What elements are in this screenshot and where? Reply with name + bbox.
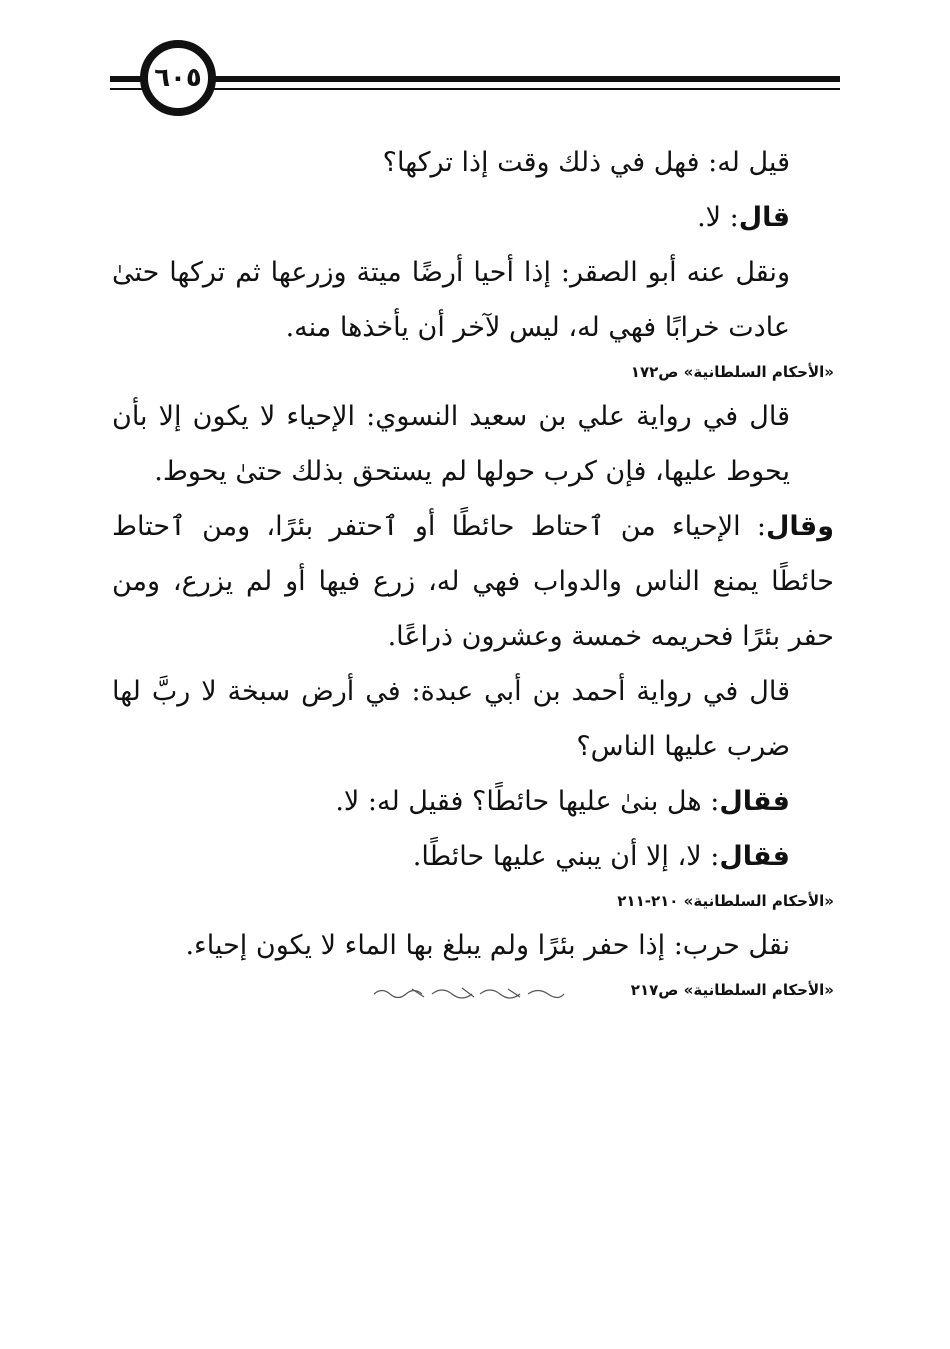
source-citation: «الأحكام السلطانية» ص١٧٢ (630, 363, 834, 381)
paragraph: ونقل عنه أبو الصقر: إذا أحيا أرضًا ميتة وزرعها ثم تركها حتىٰ عادت خرابًا فهي له، ليس لآخر أن يأخذها منه. (112, 257, 790, 343)
header-rule-thin (110, 88, 840, 90)
paragraph: نقل حرب: إذا حفر بئرًا ولم يبلغ بها الماء لا يكون إحياء. (185, 930, 790, 961)
paragraph: فقال: هل بنىٰ عليها حائطًا؟ فقيل له: لا. (335, 786, 790, 817)
paragraph: وقال: الإحياء من ٱحتاط حائطًا أو ٱحتفر بئرًا، ومن ٱحتاط حائطًا يمنع الناس والدواب فهي له، زرع فيها أو لم يزرع، ومن حفر بئرًا فحريمه خمسة وعشرون ذراعًا. (112, 511, 834, 652)
paragraph: قال: لا. (697, 202, 790, 233)
page-header (110, 44, 840, 134)
paragraph: قال في رواية علي بن سعيد النسوي: الإحياء لا يكون إلا بأن يحوط عليها، فإن كرب حولها لم يستحق بذلك حتىٰ يحوط. (112, 401, 790, 487)
page-number: ٦٠٥ (140, 40, 216, 116)
paragraph: قال في رواية أحمد بن أبي عبدة: في أرض سبخة لا ربَّ لها ضرب عليها الناس؟ (112, 676, 790, 762)
ornament-divider (372, 985, 566, 999)
header-rule-thick (110, 76, 840, 82)
source-citation: «الأحكام السلطانية» ص٢١٧ (630, 981, 834, 999)
source-citation: «الأحكام السلطانية» ٢١٠-٢١١ (617, 892, 834, 910)
paragraph: فقال: لا، إلا أن يبني عليها حائطًا. (412, 841, 790, 872)
paragraph: قيل له: فهل في ذلك وقت إذا تركها؟ (382, 147, 790, 178)
page-body (112, 135, 834, 1007)
